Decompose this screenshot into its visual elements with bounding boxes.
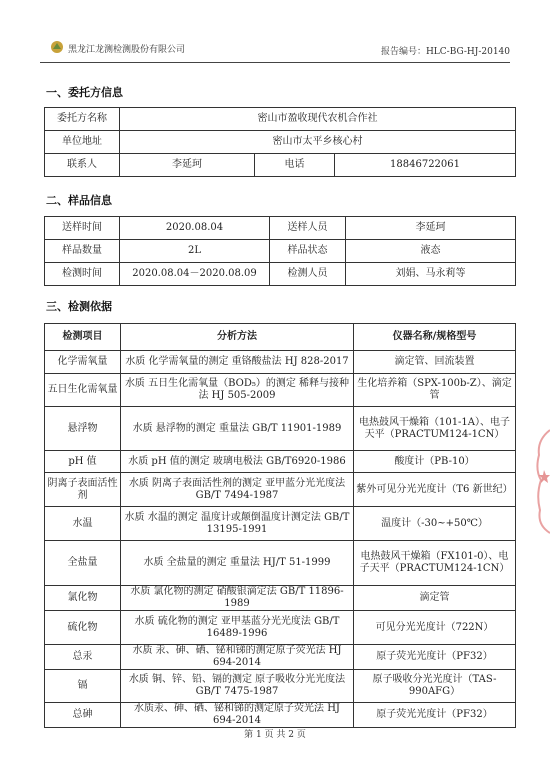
table-row [45,703,516,728]
test-instrument: 原子荧光光度计（PF32） [354,703,516,728]
quantity-label: 样品数量 [45,240,120,263]
table-row [45,240,516,263]
test-instrument: 滴定管 [354,586,516,611]
address-label: 单位地址 [45,131,120,154]
test-item: 水温 [45,507,121,541]
test-item: 氯化物 [45,586,121,611]
test-item: 阴离子表面活性剂 [45,473,121,507]
column-header: 检测项目 [45,324,121,351]
test-time-value: 2020.08.04－2020.08.09 [120,263,270,286]
test-method: 水质汞、砷、硒、铋和锑的测定原子荧光法 HJ 694-2014 [121,703,354,728]
table-row [45,131,516,154]
contact-label: 联系人 [45,154,120,177]
test-item: pH 值 [45,451,121,473]
table-row [45,351,516,374]
test-time-label: 检测时间 [45,263,120,286]
test-instrument: 紫外可见分光光度计（T6 新世纪） [354,473,516,507]
test-instrument: 温度计（-30~+50℃） [354,507,516,541]
sender-label: 送样人员 [270,217,346,240]
state-value: 液态 [346,240,516,263]
report-number: 报告编号：HLC-BG-HJ-20140 [380,47,510,57]
tester-label: 检测人员 [270,263,346,286]
test-item: 全盐量 [45,541,121,586]
column-header: 仪器名称/规格型号 [354,324,516,351]
table-header-row [45,324,516,351]
sender-value: 李延珂 [346,217,516,240]
phone-label: 电话 [255,154,335,177]
contact-value: 李延珂 [120,154,255,177]
table-row [45,507,516,541]
test-method: 水质 氯化物的测定 硝酸银滴定法 GB/T 11896-1989 [121,586,354,611]
test-instrument: 电热鼓风干燥箱（101-1A）、电子天平（PRACTUM124-1CN） [354,407,516,451]
test-item: 总砷 [45,703,121,728]
table-row [45,473,516,507]
company-logo-icon [50,40,64,54]
table-row [45,108,516,131]
sample-info-table [44,216,516,286]
quantity-value: 2L [120,240,270,263]
test-basis-table [44,323,516,728]
test-instrument: 原子吸收分光光度计（TAS-990AFG） [354,670,516,703]
section-title-basis: 三、检测依据 [46,300,112,313]
test-item: 硫化物 [45,611,121,645]
test-method: 水质 汞、砷、硒、铋和锑的测定原子荧光法 HJ 694-2014 [121,645,354,670]
page-header [40,38,510,63]
test-item: 五日生化需氧量 [45,374,121,407]
test-item: 总汞 [45,645,121,670]
table-row [45,154,516,177]
test-method: 水质 五日生化需氧量（BOD₅）的测定 稀释与接种法 HJ 505-2009 [121,374,354,407]
red-seal-stamp-icon [531,425,550,535]
phone-value: 18846722061 [335,154,516,177]
test-instrument: 电热鼓风干燥箱（FX101-0）、电子天平（PRACTUM124-1CN） [354,541,516,586]
table-row [45,586,516,611]
table-row [45,263,516,286]
send-time-value: 2020.08.04 [120,217,270,240]
test-method: 水质 化学需氧量的测定 重铬酸盐法 HJ 828-2017 [121,351,354,374]
table-row [45,374,516,407]
table-row [45,217,516,240]
test-instrument: 滴定管、回流装置 [354,351,516,374]
test-method: 水质 水温的测定 温度计或颠倒温度计测定法 GB/T 13195-1991 [121,507,354,541]
client-name-value: 密山市盈收现代农机合作社 [120,108,516,131]
test-item: 化学需氧量 [45,351,121,374]
section-title-sample: 二、样品信息 [46,194,112,207]
client-name-label: 委托方名称 [45,108,120,131]
client-info-table [44,107,516,177]
send-time-label: 送样时间 [45,217,120,240]
address-value: 密山市太平乡核心村 [120,131,516,154]
test-method: 水质 硫化物的测定 亚甲基蓝分光光度法 GB/T 16489-1996 [121,611,354,645]
company-name: 黑龙江龙测检测股份有限公司 [68,45,186,55]
test-instrument: 生化培养箱（SPX-100b-Z）、滴定管 [354,374,516,407]
section-title-client: 一、委托方信息 [46,86,123,99]
table-row [45,451,516,473]
test-method: 水质 pH 值的测定 玻璃电极法 GB/T6920-1986 [121,451,354,473]
table-row [45,611,516,645]
test-method: 水质 阴离子表面活性剂的测定 亚甲蓝分光光度法 GB/T 7494-1987 [121,473,354,507]
table-row [45,645,516,670]
test-instrument: 原子荧光光度计（PF32） [354,645,516,670]
test-instrument: 酸度计（PB-10） [354,451,516,473]
test-instrument: 可见分光光度计（722N） [354,611,516,645]
test-method: 水质 铜、锌、铅、镉的测定 原子吸收分光光度法 GB/T 7475-1987 [121,670,354,703]
page-footer: 第 1 页 共 2 页 [244,730,306,740]
test-item: 悬浮物 [45,407,121,451]
test-method: 水质 全盐量的测定 重量法 HJ/T 51-1999 [121,541,354,586]
state-label: 样品状态 [270,240,346,263]
column-header: 分析方法 [121,324,354,351]
tester-value: 刘娟、马永莉等 [346,263,516,286]
table-row [45,541,516,586]
test-method: 水质 悬浮物的测定 重量法 GB/T 11901-1989 [121,407,354,451]
table-row [45,407,516,451]
test-item: 镉 [45,670,121,703]
table-row [45,670,516,703]
